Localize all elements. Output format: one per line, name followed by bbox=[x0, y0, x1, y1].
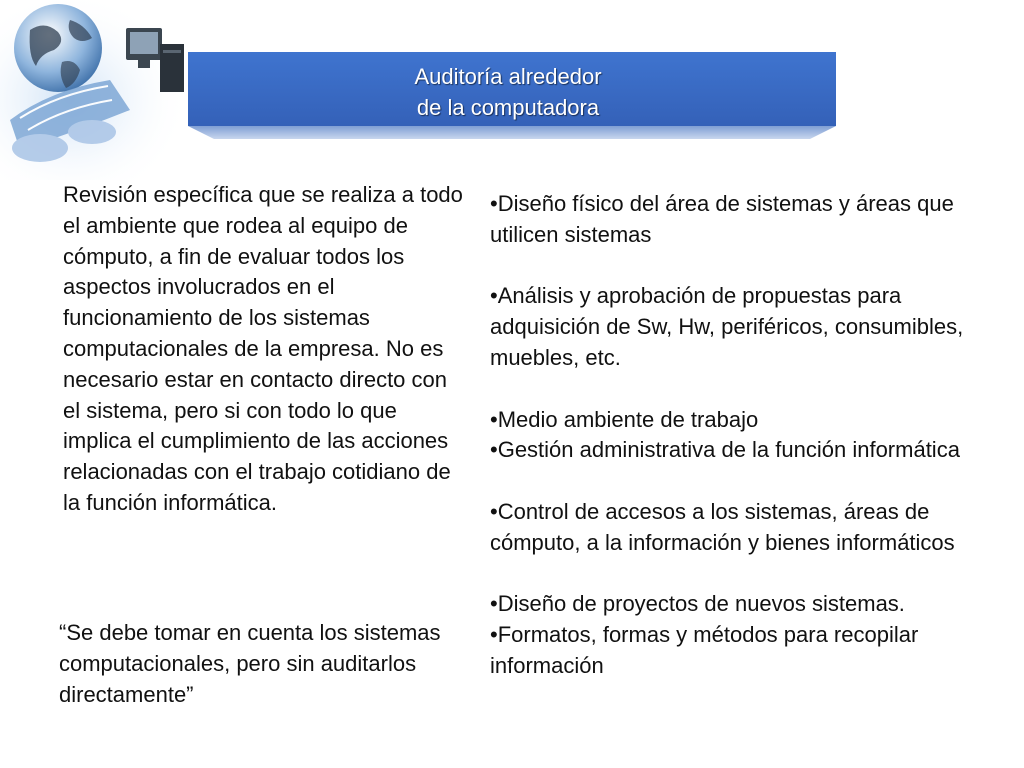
definition-paragraph: Revisión específica que se realiza a todo el ambiente que rodea al equipo de cómputo, a fin de evaluar todos los aspectos involucrados en el funcionamiento de los sistemas computacionales de la empresa. No es necesario estar en contacto directo con el sistema, pero si con todo lo que implica el cumplimiento de las acciones relacionadas con el trabajo cotidiano de la función informática. bbox=[63, 182, 463, 515]
list-item: •Control de accesos a los sistemas, áreas de cómputo, a la información y bienes informáticos bbox=[490, 498, 955, 555]
list-item: •Análisis y aprobación de propuestas para adquisición de Sw, Hw, periféricos, consumibles, muebles, etc. bbox=[490, 283, 964, 370]
page-title bbox=[188, 61, 828, 123]
audit-aspects-list bbox=[490, 189, 1015, 682]
list-item: •Diseño de proyectos de nuevos sistemas. bbox=[490, 591, 905, 617]
computer-globe-logo bbox=[0, 0, 200, 180]
list-item: •Medio ambiente de trabajo bbox=[490, 406, 759, 432]
title-line-1: Auditoría alrededor bbox=[414, 64, 602, 89]
logo-illustration bbox=[0, 0, 200, 180]
list-item: •Diseño físico del área de sistemas y áreas que utilicen sistemas bbox=[490, 191, 954, 247]
list-item: •Gestión administrativa de la función informática bbox=[490, 437, 960, 463]
title-banner bbox=[188, 52, 836, 142]
title-line-2: de la computadora bbox=[416, 95, 600, 120]
list-item: •Formatos, formas y métodos para recopilar información bbox=[490, 622, 919, 678]
quote-paragraph: “Se debe tomar en cuenta los sistemas computacionales, pero sin auditarlos directamente” bbox=[59, 620, 441, 707]
globe-icon bbox=[14, 4, 102, 92]
